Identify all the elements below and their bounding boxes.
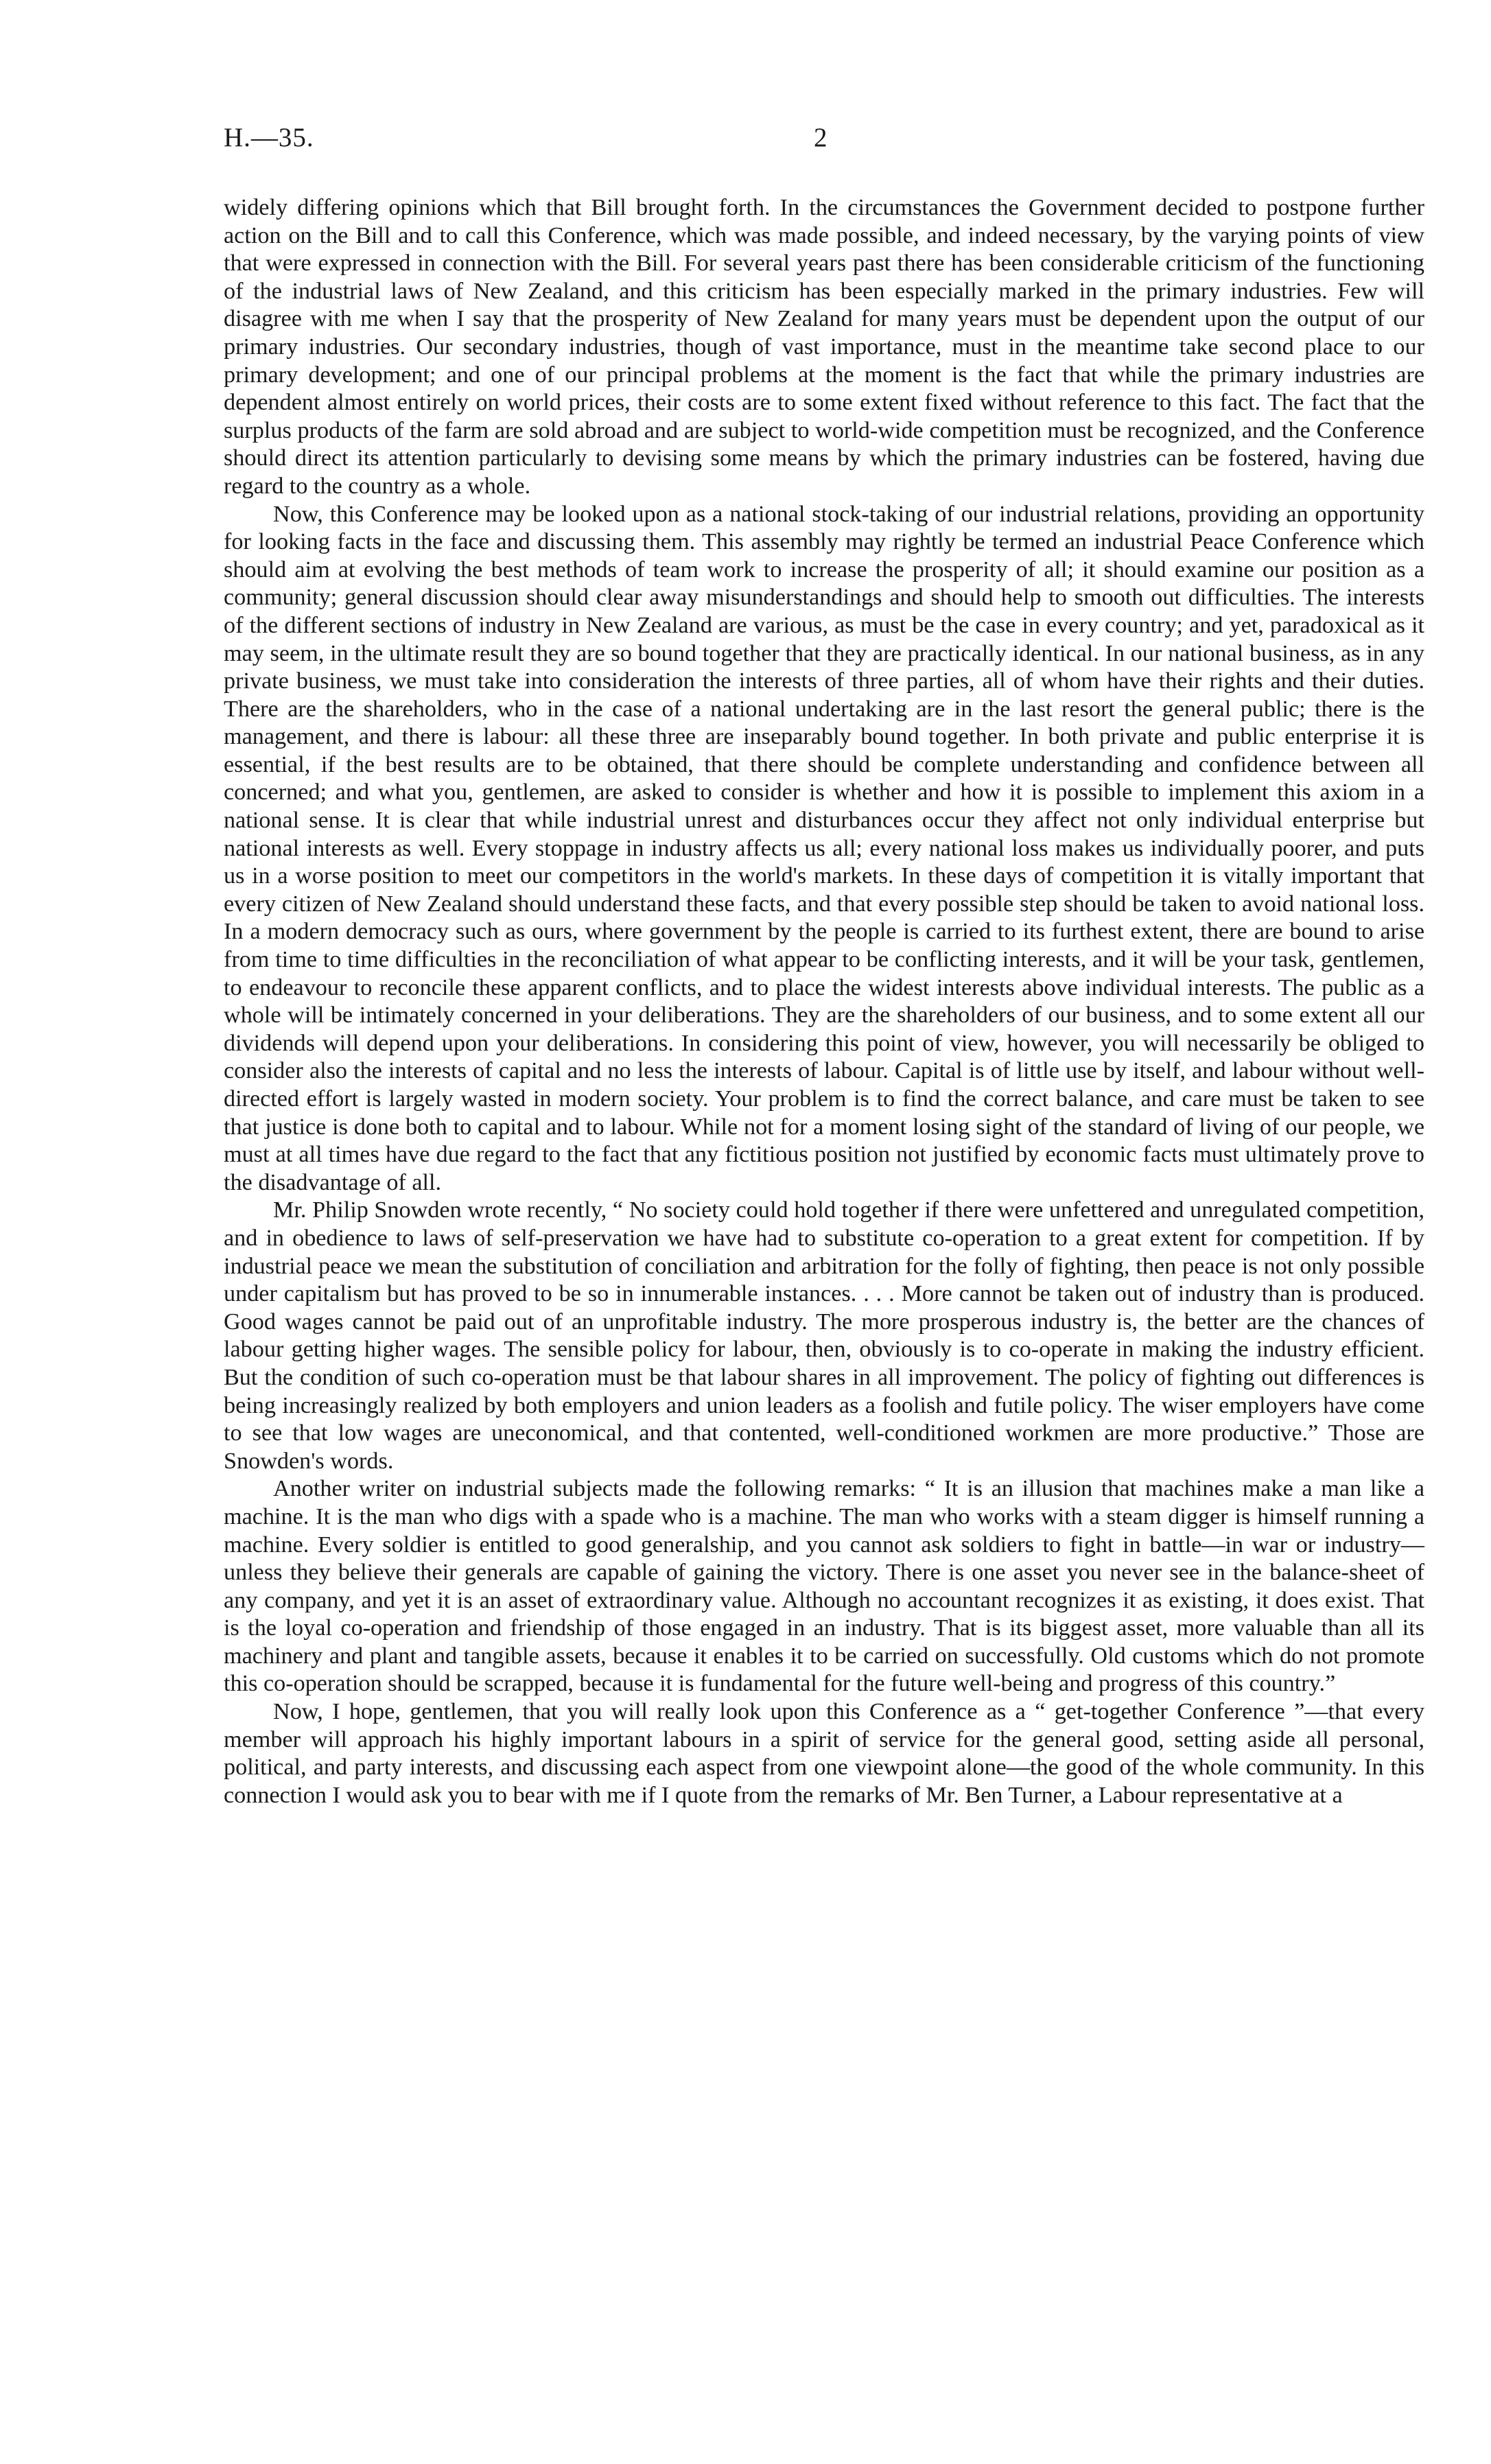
- paragraph: Now, I hope, gentlemen, that you will really look upon this Conference as a “ get-together Conference ”—that every member will approach his highly important labours in a spirit of service for the general good, setting aside all personal, political, and party interests, and discussing each aspect from one viewpoint alone—the good of the whole community. In this connection I would ask you to bear with me if I quote from the remarks of Mr. Ben Turner, a Labour representative at a: [224, 1699, 1424, 1808]
- page-header: [224, 122, 1424, 163]
- page-number: 2: [814, 123, 827, 152]
- document-reference: H.—35.: [224, 123, 314, 152]
- body-text: [224, 194, 1424, 1809]
- paragraph: Mr. Philip Snowden wrote recently, “ No society could hold together if there were unfettered and unregulated competition, and in obedience to laws of self-preservation we have had to substitute co-operation to a great extent for competition. If by industrial peace we mean the substitution of conciliation and arbitration for the folly of fighting, then peace is not only possible under capitalism but has proved to be so in innumerable instances. . . . More cannot be taken out of industry than is produced. Good wages cannot be paid out of an unprofitable industry. The more prosperous industry is, the better are the chances of labour getting higher wages. The sensible policy for labour, then, obviously is to co-operate in making the industry efficient. But the condition of such co-operation must be that labour shares in all improvement. The policy of fighting out differences is being increasingly realized by both employers and union leaders as a foolish and futile policy. The wiser employers have come to see that low wages are uneconomical, and that contented, well-conditioned workmen are more productive.” Those are Snowden's words.: [224, 1197, 1424, 1474]
- paragraph: Another writer on industrial subjects made the following remarks: “ It is an illusion that machines make a man like a machine. It is the man who digs with a spade who is a machine. The man who works with a steam digger is himself running a machine. Every soldier is entitled to good generalship, and you cannot ask soldiers to fight in battle—in war or industry—unless they believe their generals are capable of gaining the victory. There is one asset you never see in the balance-sheet of any company, and yet it is an asset of extraordinary value. Although no accountant recognizes it as existing, it does exist. That is the loyal co-operation and friendship of those engaged in an industry. That is its biggest asset, more valuable than all its machinery and plant and tangible assets, because it enables it to be carried on successfully. Old customs which do not promote this co-operation should be scrapped, because it is fundamental for the future well-being and progress of this country.”: [224, 1476, 1424, 1697]
- paragraph: Now, this Conference may be looked upon as a national stock-taking of our industrial relations, providing an opportunity for looking facts in the face and discussing them. This assembly may rightly be termed an industrial Peace Conference which should aim at evolving the best methods of team work to increase the prosperity of all; it should examine our position as a community; general discussion should clear away misunderstandings and should help to smooth out difficulties. The interests of the different sections of industry in New Zealand are various, as must be the case in every country; and yet, paradoxical as it may seem, in the ultimate result they are so bound together that they are practically identical. In our national business, as in any private business, we must take into consideration the interests of three parties, all of whom have their rights and their duties. There are the shareholders, who in the case of a national undertaking are in the last resort the general public; there is the management, and there is labour: all these three are inseparably bound together. In both private and public enterprise it is essential, if the best results are to be obtained, that there should be complete understanding and confidence between all concerned; and what you, gentlemen, are asked to consider is whether and how it is possible to implement this axiom in a national sense. It is clear that while industrial unrest and disturbances occur they affect not only individual enterprise but national interests as well. Every stoppage in industry affects us all; every national loss makes us individually poorer, and puts us in a worse position to meet our competitors in the world's markets. In these days of competition it is vitally important that every citizen of New Zealand should understand these facts, and that every possible step should be taken to avoid national loss. In a modern democracy such as ours, where government by the people is carried to its furthest extent, there are bound to arise from time to time difficulties in the reconciliation of what appear to be conflicting interests, and it will be your task, gentlemen, to endeavour to reconcile these apparent conflicts, and to place the widest interests above individual interests. The public as a whole will be intimately concerned in your deliberations. They are the shareholders of our business, and to some extent all our dividends will depend upon your deliberations. In considering this point of view, however, you will necessarily be obliged to consider also the interests of capital and no less the interests of labour. Capital is of little use by itself, and labour without well-directed effort is largely wasted in modern society. Your problem is to find the correct balance, and care must be taken to see that justice is done both to capital and to labour. While not for a moment losing sight of the standard of living of our people, we must at all times have due regard to the fact that any fictitious position not justified by economic facts must ultimately prove to the disadvantage of all.: [224, 501, 1424, 1195]
- paragraph-continued: widely differing opinions which that Bill brought forth. In the circumstances the Government decided to postpone further action on the Bill and to call this Conference, which was made possible, and indeed necessary, by the varying points of view that were expressed in connection with the Bill. For several years past there has been considerable criticism of the functioning of the industrial laws of New Zealand, and this criticism has been especially marked in the primary industries. Few will disagree with me when I say that the prosperity of New Zealand for many years must be dependent upon the output of our primary industries. Our secondary industries, though of vast importance, must in the meantime take second place to our primary development; and one of our principal problems at the moment is the fact that while the primary industries are dependent almost entirely on world prices, their costs are to some extent fixed without reference to this fact. The fact that the surplus products of the farm are sold abroad and are subject to world-wide competition must be recognized, and the Conference should direct its attention particularly to devising some means by which the primary industries can be fostered, having due regard to the country as a whole.: [224, 195, 1424, 499]
